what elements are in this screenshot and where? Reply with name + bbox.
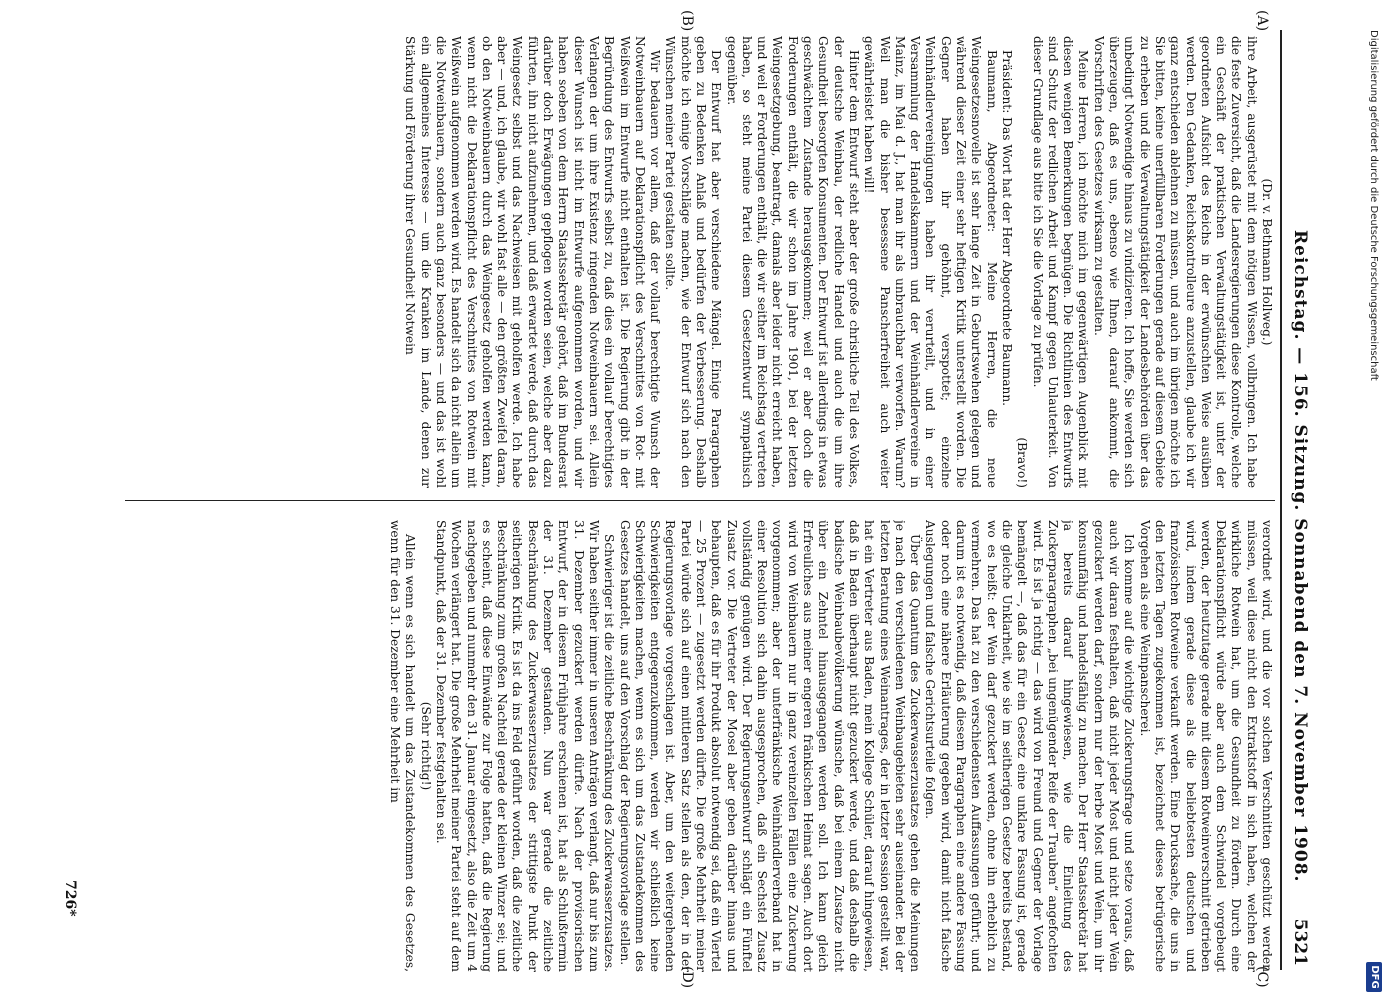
right-column [74, 520, 1274, 972]
paragraph: verordnet wird, und die vor solchen Verschnitten geschützt werden müssen, weil diese nicht den Extraktstoff in sich haben, welchen der wirkliche Rotwein hat, um die Gesundheit zu fördern. Durch eine Deklarationspflicht würde aber auch dem Schwindel vorgebeugt werden, der heutzutage gerade mit diesem Rotweinverschnitt getrieben wird, indem gerade diese als die beliebtesten deutschen und französischen Rotweine verkauft werden. Eine Drucksache, die uns in den letzten Tagen zugekommen ist, bezeichnet dieses betrügerische Vorgehen als eine Weinpanscherei. [1137, 520, 1274, 972]
credit-text: Digitalisierung gefördert durch die Deutsche Forschungsgemeinschaft [1368, 30, 1379, 381]
interjection: (Sehr richtig!) [418, 701, 433, 791]
paragraph: Wir bedauern vor allem, daß der vollauf berechtigte Wunsch der Notweinbauern auf Deklarationspflicht des Verschnittes von Rot- mit Weißwein im Entwurfe nicht enthalten ist. Die Regierung gibt in der Begründung des Entwurfs selbst zu, daß dies ein vollauf berechtigtes Verlangen der um ihre Existenz ringenden Notweinbauern sei. Allein dieser Wunsch ist nicht im Entwurfe aufgenommen worden, und wir haben soeben von dem Herrn Staatssekretär gehört, daß im Bundesrat darüber doch Erwägungen gepflogen worden seien, welche aber dazu führten, ihn nicht aufzunehmen, und daß erwartet werde, daß durch das Weingesetz selbst und das Nachweisen mit geholfen werde. Ich habe aber — und, ich glaube, wir wohl fast alle — den größten Zweifel daran, ob den Notweinbauern durch das Weingesetz geholfen werden kann, wenn nicht die Deklarationspflicht des Verschnittes von Rotwein mit Weißwein aufgenommen werden wird. Es handelt sich da nicht allein um die Notweinbauern, sondern auch ganz besonders — und das ist wohl ein allgemeines Interesse — um die Kranken im Lande, denen zur Stärkung und Förderung ihrer Gesundheit Notwein [403, 36, 663, 488]
left-column [74, 36, 1274, 488]
page-footer: 726* [62, 880, 78, 917]
column-divider [125, 500, 1275, 501]
credit-line [1366, 30, 1380, 990]
margin-marker-c: (C) [1254, 966, 1270, 988]
margin-marker-d: (D) [679, 966, 695, 989]
paragraph: Schwieriger ist die zeitliche Beschränkung des Zuckerwasserzusatzes. Wir haben seither immer in unseren Anträgen verlangt, daß nur bis zum 31. Dezember gezuckert werden dürfte. Nach der provisorischen Entwurf, der in diesem Frühjahre erschienen ist, hat als Schlußtermin der 31. Dezember gestanden. Nun war gerade die zeitliche Beschränkung des Zuckerwasserzusatzes der strittigste Punkt der seitherigen Kritik. Es ist da ins Feld geführt worden, daß die zeitliche Beschränkung zum großen Nachteil gerade der kleinen Winzer sei; und es scheint, daß diese Einwände zur Folge hatten, daß die Regierung nachgegeben und nunmehr den 31. Januar eingesetzt, also die Zeit um 4 Wochen verlängert hat. Die große Mehrheit meiner Partei steht auf dem Standpunkt, daß der 31. Dezember festgehalten sei. [433, 520, 617, 972]
margin-marker-b: (B) [679, 10, 695, 32]
dfg-logo [1366, 962, 1382, 992]
paragraph: ihre Arbeit, ausgerüstet mit dem nötigen Wissen, vollbringen. Ich habe die feste Zuversicht, daß die Landesregierungen diese Kontrolle, welche ein Geschäft der praktischen Verwaltungstätigkeit ist, unter der geordneten Aufsicht des Reichs in der erwünschten Weise ausüben werden. Den Gedanken, Reichskontrolleure anzustellen, glaube ich wir ganz entschieden ablehnen zu müssen, und auch im übrigen möchte ich Sie bitten, keine unerfüllbaren Forderungen gerade auf diesem Gebiete zu erheben und die Verwaltungstätigkeit der Landesbehörden über das unbedingt Notwendige hinaus zu vindizieren. Ich hoffe, Sie werden sich überzeugen, daß es uns, ebenso wie Ihnen, darauf ankommt, die Vorschriften des Gesetzes wirksam zu gestalten. [1091, 36, 1259, 488]
dfg-logo-text: DFG [1369, 965, 1380, 989]
paragraph: Allein wenn es sich handelt um das Zustandekommen des Gesetzes, wenn für den 31. Dezember eine Mehrheit im [388, 520, 418, 972]
paragraph: Der Entwurf hat aber verschiedene Mängel. Einige Paragraphen geben zu Bedenken Anlaß und bedürfen der Verbesserung. Deshalb möchte ich einige Vorschläge machen, wie der Entwurf sich nach den Wünschen meiner Partei gestalten sollte. [663, 36, 724, 488]
paragraph: Meine Herren, ich möchte mich im gegenwärtigen Augenblick mit diesen wenigen Bemerkungen begnügen. Die Richtlinien des Entwurfs sind Schutz der redlichen Arbeit und Kampf gegen Unlauterkeit. Von dieser Grundlage aus bitte ich Sie die Vorlage zu prüfen. [1030, 36, 1091, 488]
page-header [1280, 30, 1322, 970]
paragraph: Ich komme auf die wichtige Zuckerungsfrage und setze voraus, daß auch wir daran festhalten, daß nicht jeder Most und nicht jeder Wein gezuckert werden darf, sondern nur der herbe Most und Wein, um ihr konsumfähig und handelsfähig zu machen. Der Herr Staatssekretär hat ja bereits darauf hingewiesen, wie die Einleitung des Zuckerparagraphen „bei ungenügender Reife der Trauben“ angefochten wird. Es ist ja richtig — das wird von Freund und Gegner der Vorlage bemängelt —, daß das für ein Gesetz eine unklare Fassung ist, gerade die gleiche Unklarheit, wie sie im seitherigen Gesetze bereits bestand, wo es heißt: der Wein darf gezuckert werden, ohne ihn erheblich zu vermehren. Das hat zu den verschiedensten Auffassungen geführt; und darum ist es notwendig, daß diesem Paragraphen eine andere Fassung oder noch eine nähere Erläuterung gegeben wird, damit nicht falsche Auslegungen und falsche Gerichtsurteile folgen. [923, 520, 1137, 972]
margin-marker-a: (A) [1254, 10, 1270, 32]
header-title: Reichstag. — 156. Sitzung. Sonnabend den 7. November 1908. [1290, 230, 1310, 883]
header-page-number: 5321 [1290, 918, 1310, 966]
paragraph: Hinter dem Entwurf steht aber der große christliche Teil des Volkes, der deutsche Weinbau, der redliche Handel und auch die um ihre Gesundheit besorgten Konsumenten. Der Entwurf ist allerdings in etwas geschwächtem Zustande herausgekommen; weil er aber doch die Forderungen enthält, die wir schon im Jahre 1901, bei der letzten Weingesetzgebung, beantragt, damals aber leider nicht erreicht haben, und weil er Forderungen enthält, die wir seither im Reichstag vertreten haben, so steht meine Partei diesem Gesetzentwurf sympathisch gegenüber. [724, 36, 861, 488]
paragraph: Präsident: Das Wort hat der Herr Abgeordnete Baumann. [999, 50, 1014, 407]
speaker-reference: (Dr. v. Bethmann Hollweg.) [1260, 178, 1274, 346]
paragraph: Über das Quantum des Zuckerwasserzusatzes gehen die Meinungen je nach den verschiedenen Weinbaugebieten sehr auseinander. Bei der letzten Beratung eines Weinantrages, der in letzter Session gestellt war, hat ein Vertreter aus Baden, mein Kollege Schüler, darauf hingewiesen, daß in Baden überhaupt nicht gezuckert werde, und daß deshalb die badische Weinbaubevölkerung wünsche, daß bei einem Zusatze nicht über ein Zehntel hinausgegangen werden soll. Ich kann gleich Erfreuliches aus meiner engeren fränkischen Heimat sagen. Auch dort wird von Weinbauern nur in ganz vereinzelten Fällen eine Zuckerung vorgenommen; aber der unterfränkische Weinhändlerverband hat in einer Resolution sich dahin ausgesprochen, daß ein Sechstel Zusatz vollständig genügen wird. Der Regierungsentwurf schlägt ein Fünftel Zusatz vor. Die Vertreter der Mosel aber geben darüber hinaus und behaupten, daß es für ihr Produkt absolut notwendig sei, daß ein Viertel — 25 Prozent — zugesetzt werden dürfte. Die große Mehrheit meiner Partei würde sich auf einen mittleren Satz stellen als den, der in der Regierungsvorlage vorgeschlagen ist. Aber, um den weitergehenden Schwierigkeiten entgegenzukommen, werden wir schließlich keine Schwierigkeiten machen, wenn es sich um das Zustandekommen des Gesetzes handelt, uns auf den Vorschlag der Regierungsvorlage stellen. [617, 520, 923, 972]
applause-note: (Bravo!) [1015, 437, 1030, 488]
paragraph: Baumann, Abgeordneter: Meine Herren, die neue Weingesetzesnovelle ist sehr lange Zeit in Geburtswehen gelegen und während dieser Zeit einer sehr heftigen Kritik unterstellt worden. Die Gegner haben ihr gehöhnt, verspottet; einzelne Weinhändlervereinigungen haben ihr verurteilt, und in einer Versammlung der Handelskammern und der Weinhändlervereine in Mainz, im Mai d. J., hat man ihr als unbrauchbar verworfen. Warum? Weil man die bisher besessene Panscherfreiheit auch weiter gewährleistet haben will! [862, 36, 999, 488]
